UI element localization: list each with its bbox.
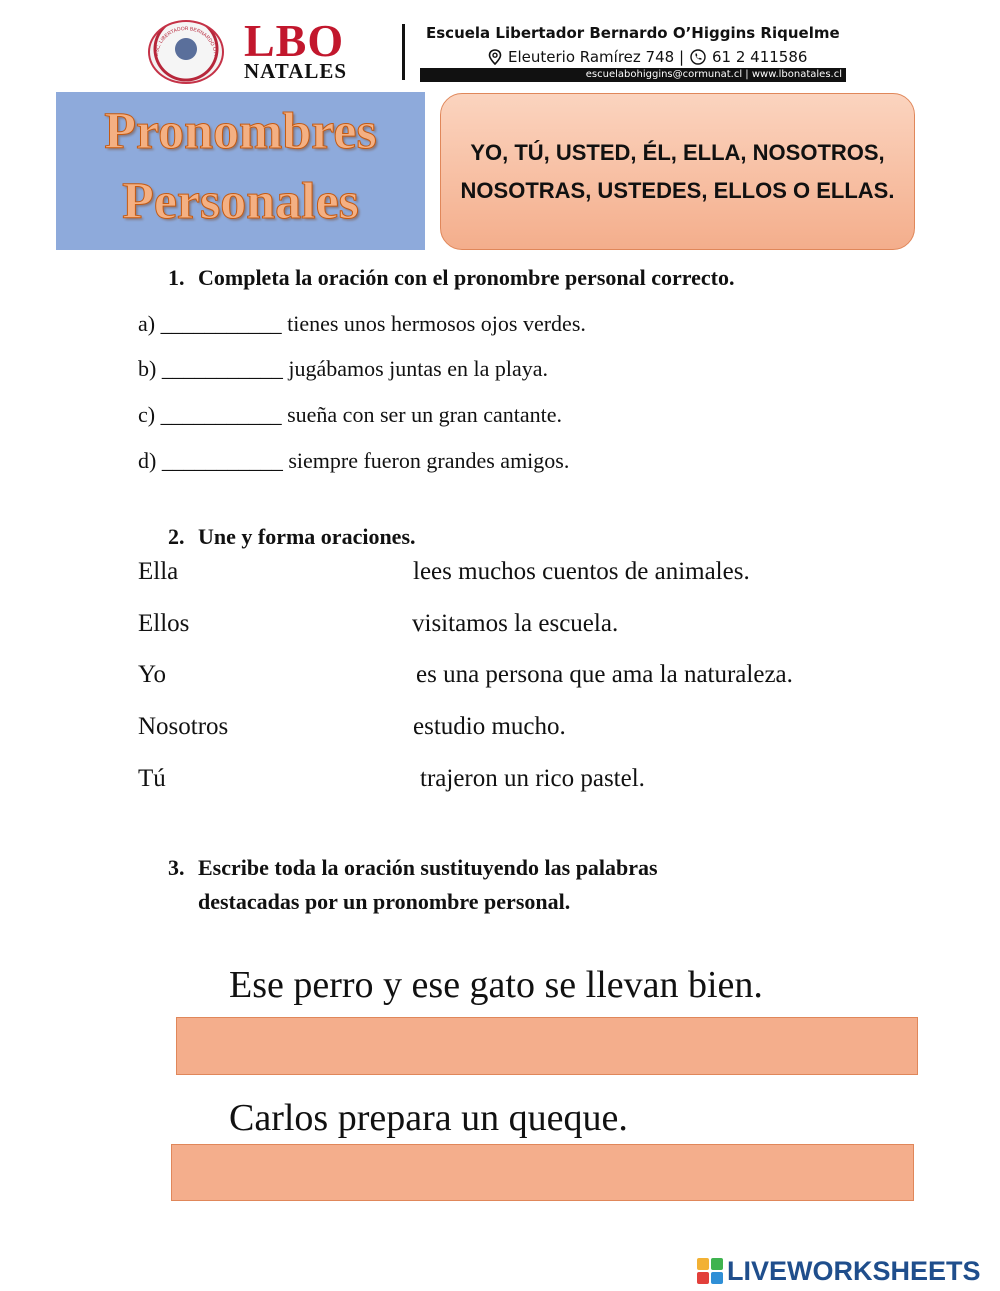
- match-left-item[interactable]: Ella: [138, 558, 179, 585]
- answer-blank[interactable]: ___________: [161, 356, 283, 381]
- exercise-1-item-b: b) ___________ jugábamos juntas en la playa.: [138, 356, 548, 381]
- exercise-1-item-a: a) ___________ tienes unos hermosos ojos verdes.: [138, 311, 586, 336]
- match-left-item[interactable]: Nosotros: [138, 713, 229, 740]
- address-text: Eleuterio Ramírez 748 |: [508, 48, 684, 66]
- exercise-1-item-d: d) ___________ siempre fueron grandes amigos.: [138, 448, 570, 473]
- section-1-heading: 1. Completa la oración con el pronombre personal correcto.: [168, 265, 735, 290]
- section-2-heading: 2. Une y forma oraciones.: [168, 524, 416, 549]
- svg-text:ESC. LIBERTADOR BERNARDO O'HIG: ESC. LIBERTADOR BERNARDO O'H: [153, 25, 219, 57]
- answer-blank[interactable]: ___________: [160, 311, 282, 336]
- header-divider: [402, 24, 405, 80]
- match-right-item[interactable]: estudio mucho.: [413, 713, 566, 740]
- match-right-item[interactable]: trajeron un rico pastel.: [420, 765, 645, 792]
- sentence-1: Ese perro y ese gato se llevan bien.: [229, 964, 763, 1006]
- match-right-item[interactable]: visitamos la escuela.: [412, 610, 619, 637]
- match-left-item[interactable]: Yo: [138, 661, 167, 688]
- section-3-heading-line-2: destacadas por un pronombre personal.: [198, 889, 571, 914]
- match-right-item[interactable]: es una persona que ama la naturaleza.: [416, 661, 793, 688]
- answer-blank[interactable]: ___________: [160, 402, 282, 427]
- answer-blank[interactable]: ___________: [161, 448, 283, 473]
- logo-lbo: LBO: [244, 15, 345, 66]
- address-row: [488, 48, 807, 66]
- match-right-item[interactable]: lees muchos cuentos de animales.: [413, 558, 750, 585]
- liveworksheets-brand: LIVEWORKSHEETS: [727, 1255, 981, 1286]
- contact-bar: escuelabohiggins@cormunat.cl | www.lbonatales.cl: [420, 68, 846, 82]
- seal-text-ring: [150, 22, 222, 82]
- match-left-item[interactable]: Tú: [138, 765, 166, 792]
- location-pin-icon: [488, 49, 502, 65]
- school-name: Escuela Libertador Bernardo O’Higgins Riquelme: [426, 24, 840, 42]
- answer-box-1[interactable]: [176, 1017, 918, 1075]
- title-box: [56, 92, 425, 250]
- liveworksheets-logo: [697, 1256, 997, 1286]
- title-line-1: Pronombres: [104, 103, 377, 160]
- sentence-2: Carlos prepara un queque.: [229, 1097, 628, 1139]
- title-line-2: Personales: [122, 173, 359, 230]
- answer-box-2[interactable]: [171, 1144, 914, 1201]
- pronouns-list: YO, TÚ, USTED, ÉL, ELLA, NOSOTROS, NOSOTRAS, USTEDES, ELLOS O ELLAS.: [460, 139, 895, 203]
- pronouns-box: [440, 93, 915, 250]
- phone-icon: [690, 49, 706, 65]
- logo-natales: NATALES: [244, 59, 348, 83]
- section-3-heading: 3. Escribe toda la oración sustituyendo las palabras: [168, 855, 658, 880]
- liveworksheets-logo-icon: [697, 1258, 723, 1284]
- exercise-1-item-c: c) ___________ sueña con ser un gran cantante.: [138, 402, 562, 427]
- phone-text: 61 2 411586: [712, 48, 808, 66]
- match-left-item[interactable]: Ellos: [138, 610, 190, 637]
